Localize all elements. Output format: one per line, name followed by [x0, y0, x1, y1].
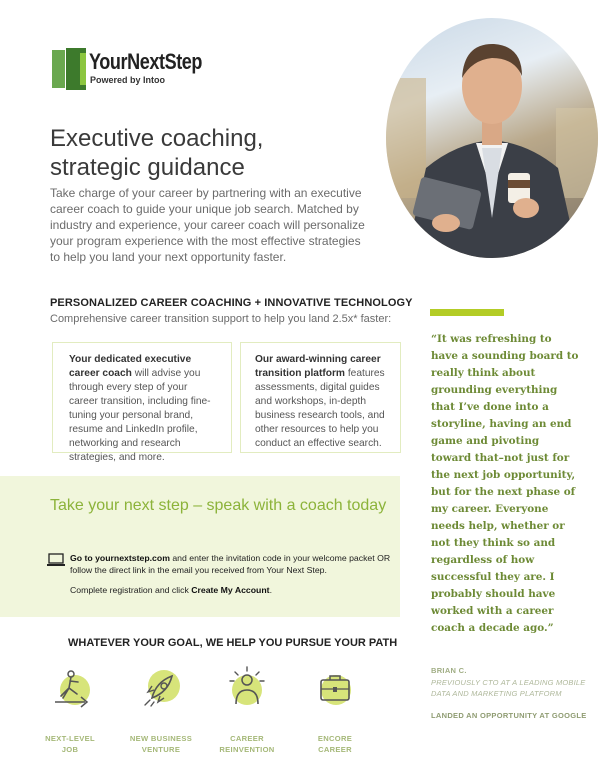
cta-step-1: Go to yournextstep.com and enter the invitation code in your welcome packet OR follow the direct link in the email you received from Your Next Step.: [70, 553, 391, 575]
logo: [52, 48, 202, 90]
create-account-label: Create My Account: [191, 585, 270, 595]
goal-encore-career: ENCORE CAREER: [300, 664, 370, 755]
logo-name: YourNextStep: [89, 49, 203, 74]
coach-feature-box: Your dedicated executive career coach will advise you through every step of your career transition, including fine-tuning your personal brand, resume and LinkedIn profile, networking and research strategies, and more.: [52, 342, 232, 453]
climber-icon: [45, 664, 95, 714]
businessman-illustration: [386, 18, 598, 258]
page-title: Executive coaching, strategic guidance: [50, 125, 264, 181]
goal-new-business-venture: NEW BUSINESS VENTURE: [126, 664, 196, 755]
goal-next-level-job: NEXT-LEVEL JOB: [35, 664, 105, 755]
cta-step-2: Complete registration and click Create My Account.: [70, 585, 272, 595]
section-title: PERSONALIZED CAREER COACHING + INNOVATIVE TECHNOLOGY: [50, 297, 413, 309]
logo-tagline: Powered by Intoo: [90, 75, 166, 85]
section-subtitle: Comprehensive career transition support to help you land 2.5x* faster:: [50, 313, 392, 325]
website-link[interactable]: Go to yournextstep.com: [70, 553, 170, 563]
logo-mark: [52, 50, 65, 88]
laptop-icon: [47, 553, 65, 567]
goal-career-reinvention: CAREER REINVENTION: [212, 664, 282, 755]
testimonial-name: BRIAN C.: [431, 666, 467, 675]
testimonial-role: PREVIOUSLY CTO AT A LEADING MOBILE DATA AND MARKETING PLATFORM: [431, 678, 586, 698]
lightbulb-person-icon: [222, 664, 272, 714]
testimonial-outcome: LANDED AN OPPORTUNITY AT GOOGLE: [431, 711, 587, 720]
goals-title: WHATEVER YOUR GOAL, WE HELP YOU PURSUE YOUR PATH: [68, 637, 398, 649]
rocket-icon: [136, 664, 186, 714]
cta-heading: Take your next step – speak with a coach today: [50, 497, 387, 514]
hero-photo: [386, 18, 598, 258]
briefcase-icon: [310, 664, 360, 714]
platform-feature-box: Our award-winning career transition platform features assessments, digital guides and workshops, in-depth business research tools, and other resources to help you conduct an effective search.: [240, 342, 401, 453]
intro-paragraph: Take charge of your career by partnering with an executive career coach to guide your unique job search. Matched by industry and experience, your career coach will personalize your program experience with the most effective strategies to help you land your next opportunity faster.: [50, 186, 365, 264]
testimonial-quote: “It was refreshing to have a sounding board to really think about grounding everything that I’ve done into a storyline, having an end game and pivoting toward that–not just for the next job opportunity, but for the next phase of my career. Everyone needs help, whether or not they think so and regardless of how successful they are. I probably should have worked with a career coach a decade ago.”: [431, 333, 579, 634]
quote-accent-bar: [430, 309, 504, 316]
